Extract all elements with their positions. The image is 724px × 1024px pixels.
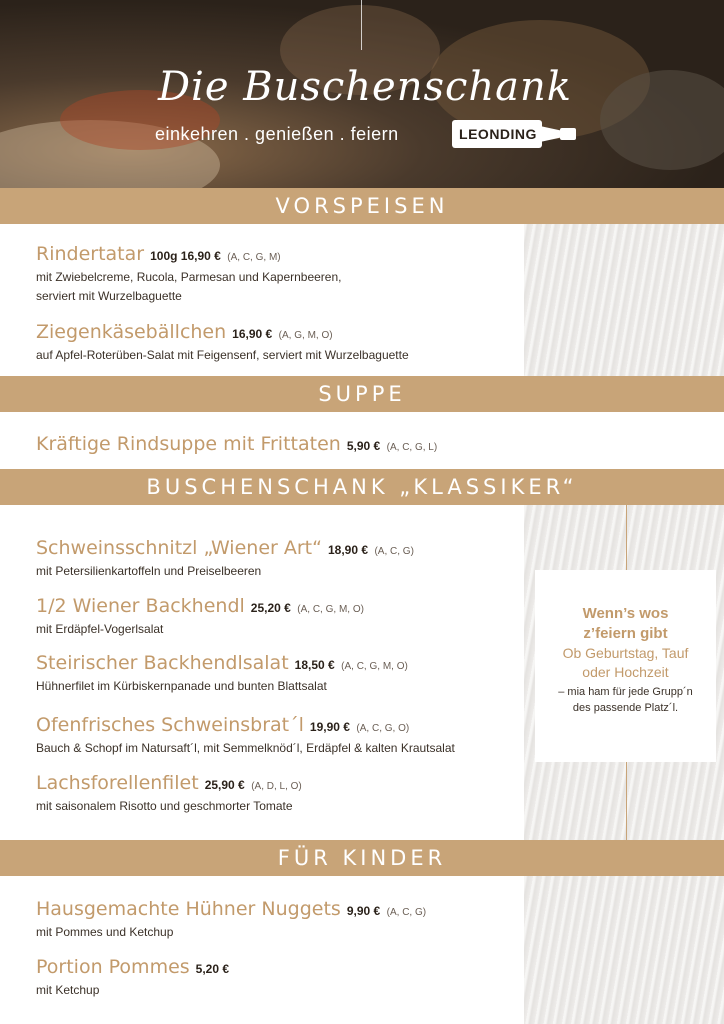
bottle-badge-icon (452, 120, 576, 148)
menu-item (36, 956, 516, 1000)
allergen-codes: (A, D, L, O) (251, 781, 302, 792)
section-header-kinder: FÜR KINDER (0, 840, 724, 876)
dish-name: Ofenfrisches Schweinsbrat´l (36, 714, 304, 736)
section-header-klassiker: BUSCHENSCHANK „KLASSIKER“ (0, 469, 724, 505)
dish-description: mit Ketchup (36, 983, 100, 997)
event-subtitle: oder Hochzeit (582, 664, 669, 680)
menu-item (36, 433, 516, 455)
menu-item (36, 898, 516, 942)
menu-item (36, 772, 516, 816)
dish-name: Hausgemachte Hühner Nuggets (36, 898, 341, 920)
location-label: LEONDING (459, 126, 537, 142)
dish-description: auf Apfel-Roterüben-Salat mit Feigensenf, serviert mit Wurzelbaguette (36, 348, 409, 362)
dish-name: 1/2 Wiener Backhendl (36, 595, 245, 617)
wood-texture-panel (524, 224, 724, 376)
menu-item (36, 243, 516, 306)
allergen-codes: (A, C, G) (386, 907, 427, 918)
dish-description: mit Petersilienkartoffeln und Preiselbeeren (36, 564, 262, 578)
allergen-codes: (A, C, G, L) (386, 442, 438, 453)
event-connector-line (626, 762, 627, 840)
wood-texture-panel (524, 876, 724, 1024)
header-banner (0, 0, 724, 188)
event-title: Wenn’s wos (582, 605, 669, 622)
dish-description: mit saisonalem Risotto und geschmorter Tomate (36, 799, 293, 813)
dish-name: Schweinsschnitzl „Wiener Art“ (36, 537, 322, 559)
event-title: z’feiern gibt (583, 625, 668, 642)
event-connector-line (626, 505, 627, 570)
dish-price: 18,50 € (294, 658, 335, 672)
dish-price: 5,90 € (346, 439, 381, 453)
dish-description: mit Zwiebelcreme, Rucola, Parmesan und Kapernbeeren, (36, 270, 342, 284)
section-header-suppe: SUPPE (0, 376, 724, 412)
dish-name: Steirischer Backhendlsalat (36, 652, 289, 674)
dish-price: 25,90 € (204, 778, 245, 792)
dish-name: Rindertatar (36, 243, 145, 265)
dish-description: serviert mit Wurzelbaguette (36, 289, 182, 303)
event-text: – mia ham für jede Grupp´n (558, 686, 693, 698)
allergen-codes: (A, C, G, M, O) (297, 604, 364, 615)
dish-price: 100g 16,90 € (150, 249, 221, 263)
event-text: des passende Platz´l. (572, 702, 679, 714)
section-header-vorspeisen: VORSPEISEN (0, 188, 724, 224)
menu-item (36, 652, 516, 696)
dish-name: Kräftige Rindsuppe mit Frittaten (36, 433, 341, 455)
dish-price: 16,90 € (232, 327, 273, 341)
menu-item (36, 321, 516, 365)
restaurant-title: Die Buschenschank (157, 64, 573, 110)
allergen-codes: (A, C, G, M) (227, 252, 281, 263)
dish-description: Hühnerfilet im Kürbiskernpanade und bunten Blattsalat (36, 679, 327, 693)
menu-item (36, 714, 516, 758)
allergen-codes: (A, C, G, M, O) (341, 661, 408, 672)
allergen-codes: (A, C, G, O) (356, 723, 410, 734)
dish-price: 19,90 € (309, 720, 350, 734)
allergen-codes: (A, C, G) (374, 546, 414, 557)
dish-price: 5,20 € (195, 962, 230, 976)
allergen-codes: (A, G, M, O) (278, 330, 333, 341)
dish-price: 18,90 € (327, 543, 369, 557)
restaurant-tagline: einkehren . genießen . feiern (155, 124, 399, 144)
event-promo-box (535, 570, 716, 762)
dish-description: Bauch & Schopf im Natursaft´l, mit Semmelknöd´l, Erdäpfel & kalten Krautsalat (36, 741, 455, 755)
dish-name: Ziegenkäsebällchen (36, 321, 227, 343)
dish-price: 9,90 € (346, 904, 381, 918)
event-subtitle: Ob Geburtstag, Tauf (562, 645, 689, 661)
dish-description: mit Erdäpfel-Vogerlsalat (36, 622, 164, 636)
dish-description: mit Pommes und Ketchup (36, 925, 174, 939)
dish-name: Portion Pommes (36, 956, 190, 978)
dish-price: 25,20 € (250, 601, 291, 615)
menu-item (36, 537, 516, 581)
dish-name: Lachsforellenfilet (36, 772, 199, 794)
menu-item (36, 595, 516, 639)
header-divider-line (361, 0, 362, 50)
